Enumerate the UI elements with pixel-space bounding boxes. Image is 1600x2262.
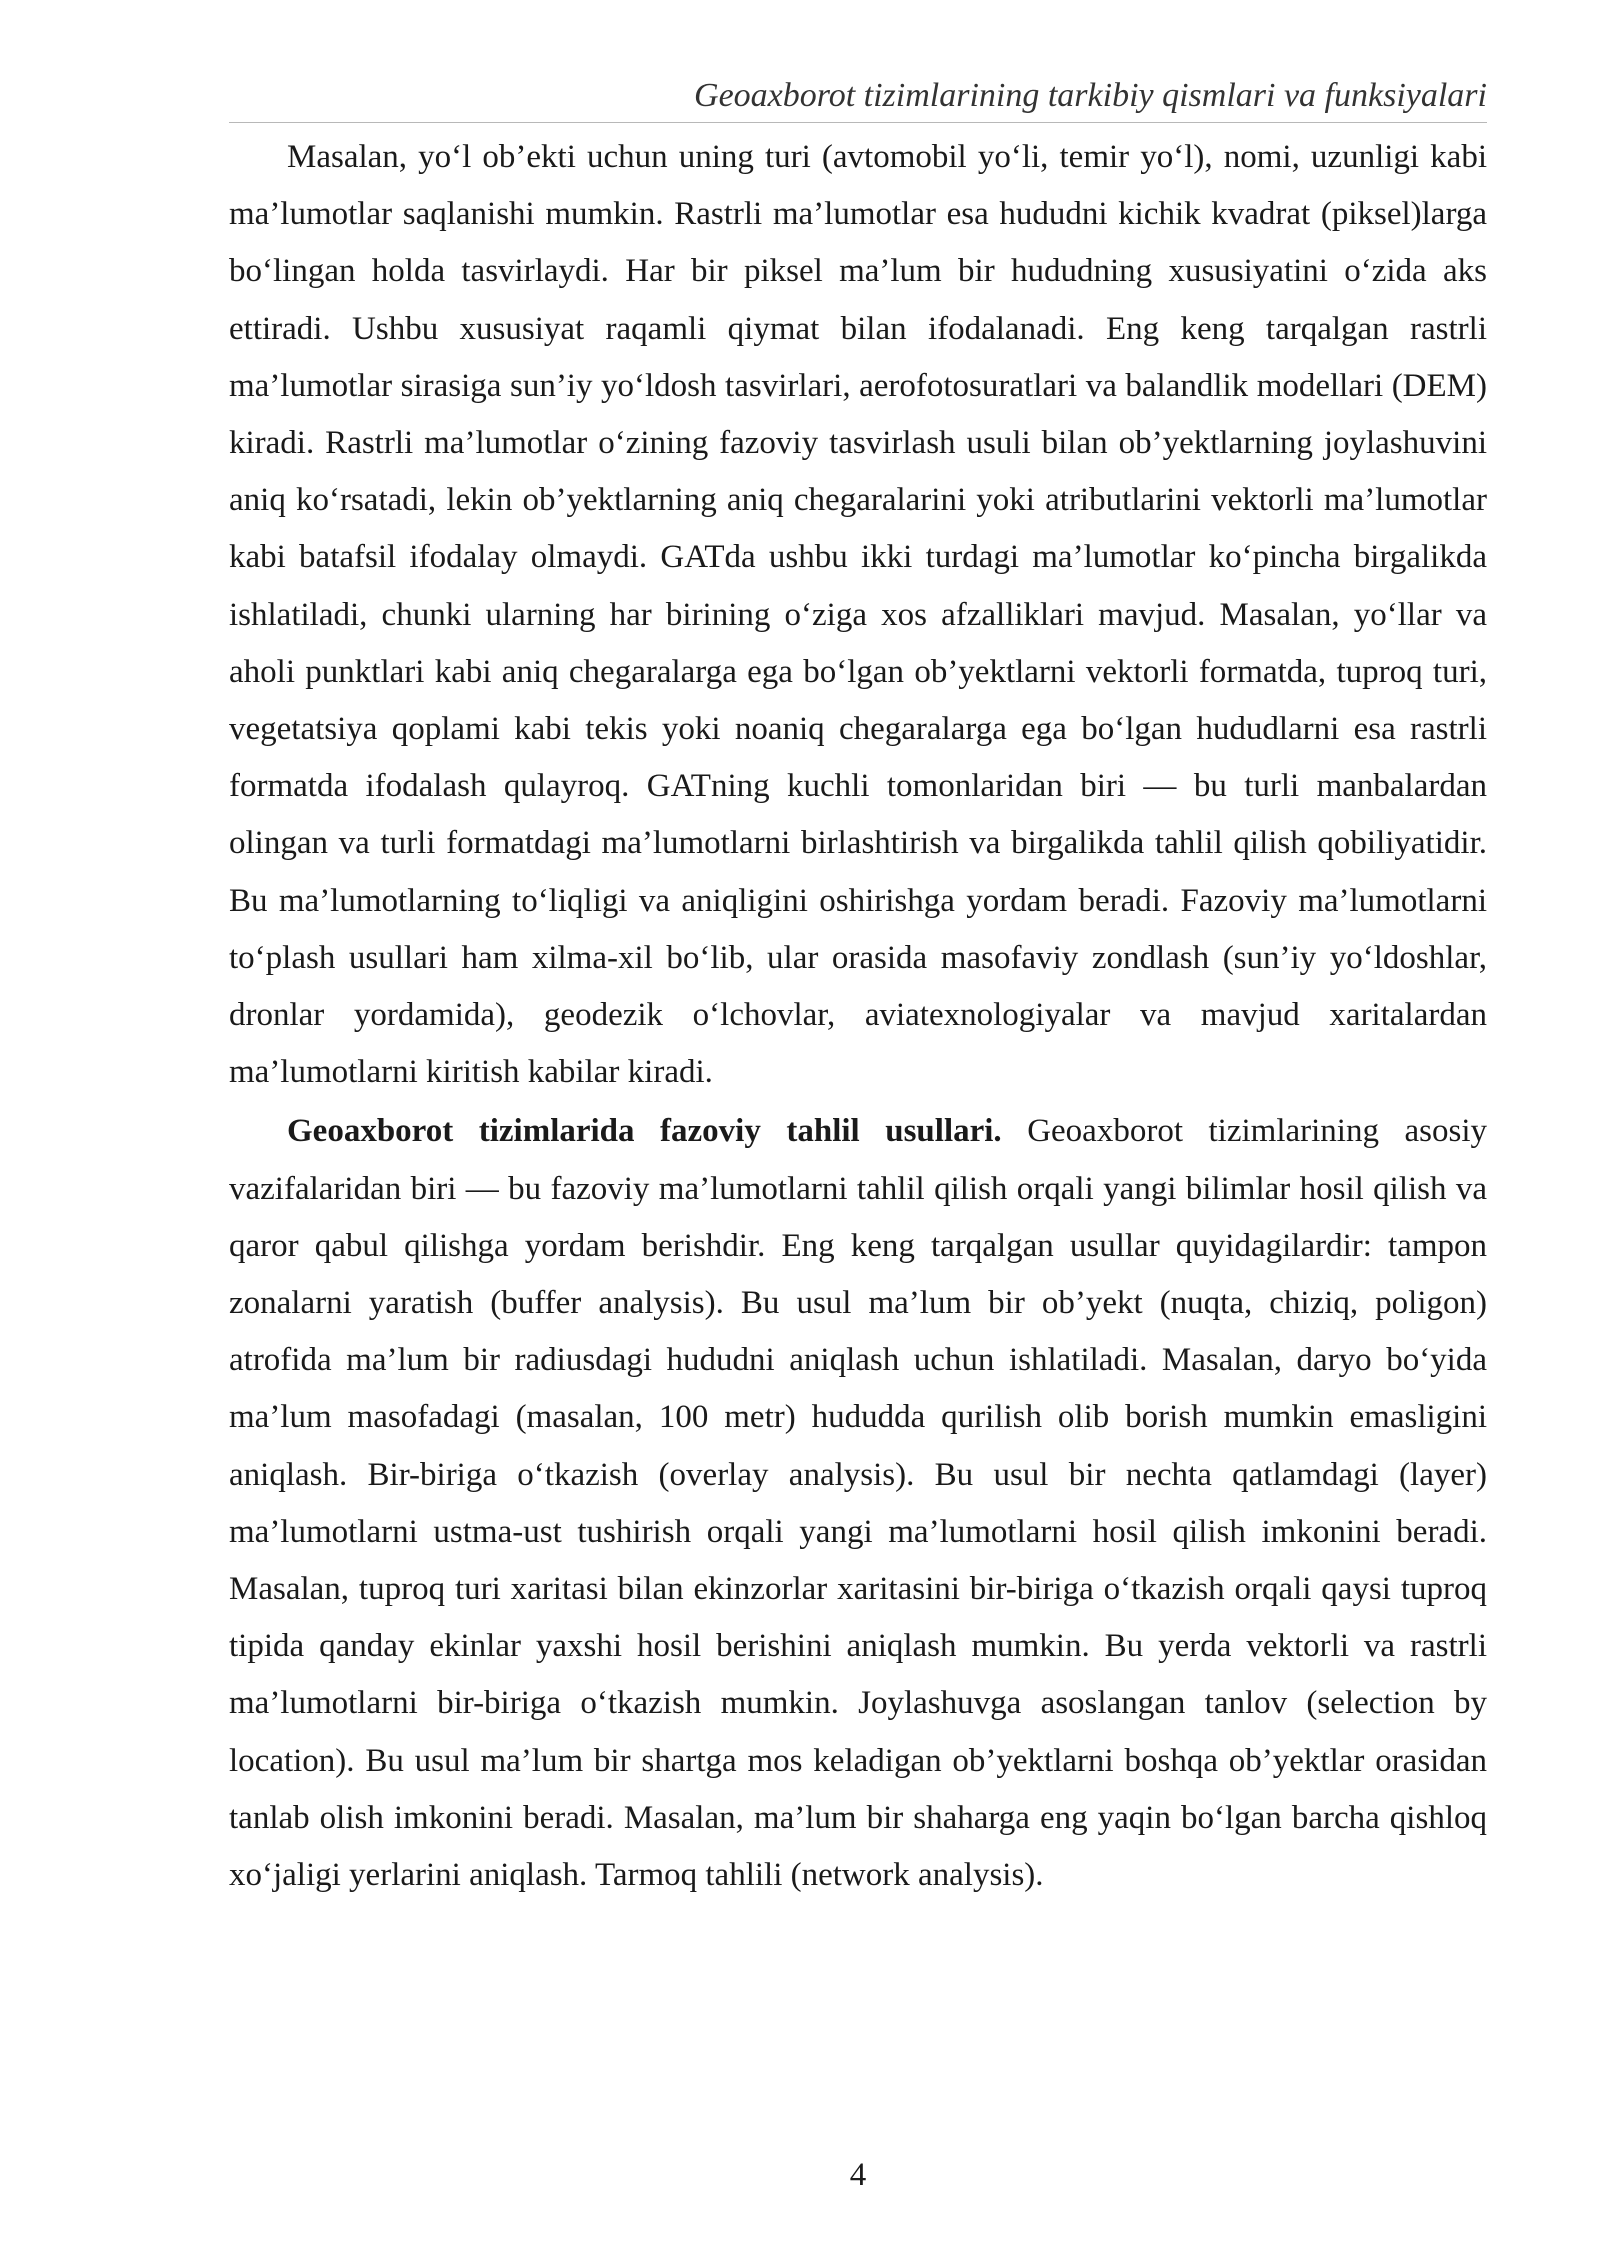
body-text — [229, 129, 1487, 1904]
paragraph-spatial-analysis — [229, 1103, 1487, 1904]
page-number: 4 — [849, 2157, 867, 2193]
paragraph-text: Masalan, yo‘l ob’ekti uchun uning turi (avtomobil yo‘li, temir yo‘l), nomi, uzunligi kabi ma’lumotlar saqlanishi mumkin. Rastrli ma’lumotlar esa hududni kichik kvadrat (piksel)larga bo‘lingan holda tasvirlaydi. Har bir piksel ma’lum bir hududning xususiyatini o‘zida aks ettiradi. Ushbu xususiyat raqamli qiymat bilan ifodalanadi. Eng keng tarqalgan rastrli ma’lumotlar sirasiga sun’iy yo‘ldosh tasvirlari, aerofotosuratlari va balandlik modellari (DEM) kiradi. Rastrli ma’lumotlar o‘zining fazoviy tasvirlash usuli bilan ob’yektlarning joylashuvini aniq ko‘rsatadi, lekin ob’yektlarning aniq chegaralarini yoki atributlarini vektorli ma’lumotlar kabi batafsil ifodalay olmaydi. GATda ushbu ikki turdagi ma’lumotlar ko‘pincha birgalikda ishlatiladi, chunki ularning har birining o‘ziga xos afzalliklari mavjud. Masalan, yo‘llar va aholi punktlari kabi aniq chegaralarga ega bo‘lgan ob’yektlarni vektorli formatda, tuproq turi, vegetatsiya qoplami kabi tekis yoki noaniq chegaralarga ega bo‘lgan hududlarni esa rastrli formatda ifodalash qulayroq. GATning kuchli tomonlaridan biri — bu turli manbalardan olingan va turli formatdagi ma’lumotlarni birlashtirish va birgalikda tahlil qilish qobiliyatidir. Bu ma’lumotlarning to‘liqligi va aniqligini oshirishga yordam beradi. Fazoviy ma’lumotlarni to‘plash usullari ham xilma-xil bo‘lib, ular orasida masofaviy zondlash (sun’iy yo‘ldoshlar, dronlar yordamida), geodezik o‘lchovlar, aviatexnologiyalar va mavjud xaritalardan ma’lumotlarni kiritish kabilar kiradi. — [229, 139, 1487, 1091]
running-header: Geoaxborot tizimlarining tarkibiy qismlari va funksiyalari — [229, 74, 1487, 123]
paragraph-text: Geoaxborot tizimlarining asosiy vazifalaridan biri — bu fazoviy ma’lumotlarni tahlil qilish orqali yangi bilimlar hosil qilish va qaror qabul qilishga yordam berishdir. Eng keng tarqalgan usullar quyidagilardir: tampon zonalarni yaratish (buffer analysis). Bu usul ma’lum bir ob’yekt (nuqta, chiziq, poligon) atrofida ma’lum bir radiusdagi hududni aniqlash uchun ishlatiladi. Masalan, daryo bo‘yida ma’lum masofadagi (masalan, 100 metr) hududda qurilish olib borish mumkin emasligini aniqlash. Bir-biriga o‘tkazish (overlay analysis). Bu usul bir nechta qatlamdagi (layer) ma’lumotlarni ustma-ust tushirish orqali yangi ma’lumotlarni hosil qilish imkonini beradi. Masalan, tuproq turi xaritasi bilan ekinzorlar xaritasini bir-biriga o‘tkazish orqali qaysi tuproq tipida qanday ekinlar yaxshi hosil berishini aniqlash mumkin. Bu yerda vektorli va rastrli ma’lumotlarni bir-biriga o‘tkazish mumkin. Joylashuvga asoslangan tanlov (selection by location). Bu usul ma’lum bir shartga mos keladigan ob’yektlarni boshqa ob’yektlar orasidan tanlab olish imkonini beradi. Masalan, ma’lum bir shaharga eng yaqin bo‘lgan barcha qishloq xo‘jaligi yerlarini aniqlash. Tarmoq tahlili (network analysis). — [229, 1113, 1487, 1894]
paragraph-data-formats — [229, 129, 1487, 1101]
section-heading-spatial-analysis: Geoaxborot tizimlarida fazoviy tahlil usullari. — [287, 1113, 1002, 1150]
document-page — [229, 0, 1487, 2262]
